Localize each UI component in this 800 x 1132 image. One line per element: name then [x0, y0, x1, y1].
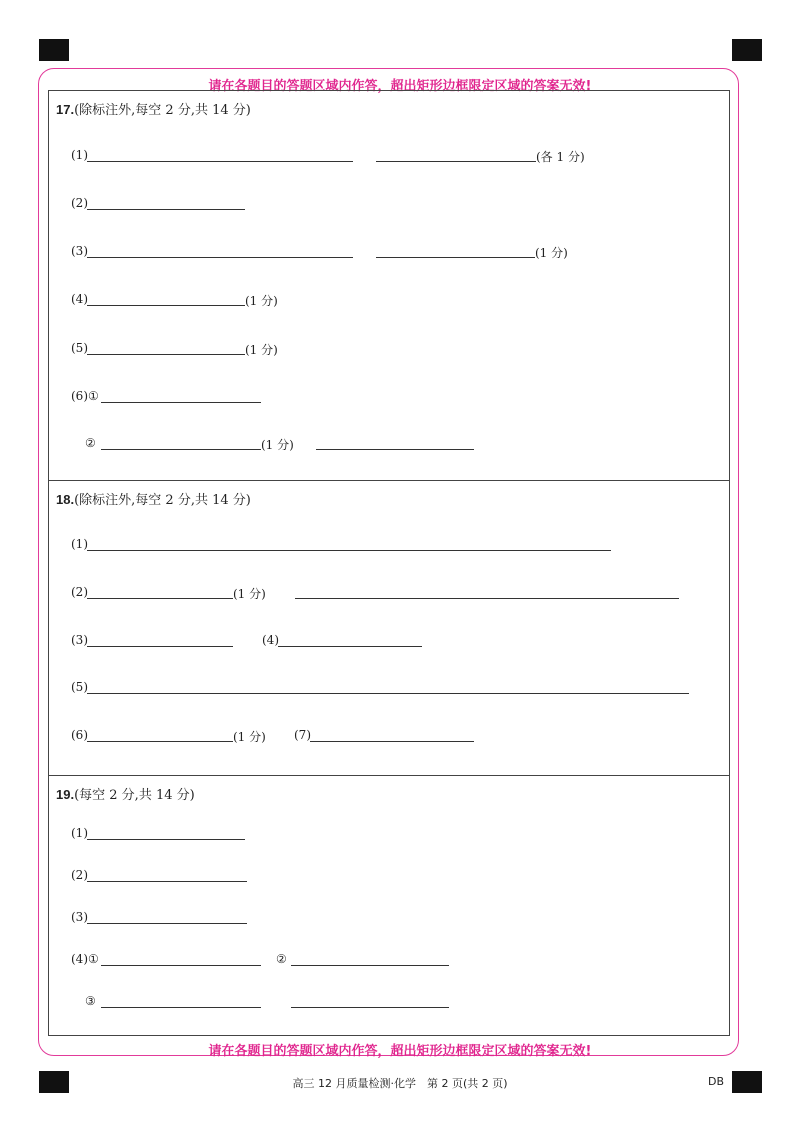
q19-label-4: (4)① [71, 952, 99, 966]
q17-label-3: (3) [71, 244, 88, 258]
paper-code: DB [708, 1075, 725, 1088]
q17-answer-line-6b[interactable] [101, 449, 261, 450]
q18-label-5: (5) [71, 680, 88, 694]
q17-label-4: (4) [71, 292, 88, 306]
q17-label-2: (2) [71, 196, 88, 210]
question-17-section [49, 91, 729, 480]
registration-mark-top-left [39, 39, 69, 61]
question-19-section [49, 775, 729, 1038]
q17-note-3: (1 分) [535, 246, 568, 260]
q17-answer-line-3b[interactable] [376, 257, 535, 258]
q17-note-each: (各 1 分) [536, 150, 585, 164]
q19-label-2: (2) [71, 868, 88, 882]
q18-answer-line-1[interactable] [87, 550, 611, 551]
q19-label-4b: ② [276, 952, 287, 966]
registration-mark-top-right [732, 39, 762, 61]
q19-answer-line-4a[interactable] [101, 965, 261, 966]
q18-answer-line-3[interactable] [87, 646, 233, 647]
q17-answer-line-6c[interactable] [316, 449, 474, 450]
q18-answer-line-2a[interactable] [87, 598, 233, 599]
q19-answer-line-4c[interactable] [101, 1007, 261, 1008]
question-17-title: 17.(除标注外,每空 2 分,共 14 分) [56, 102, 251, 118]
q18-label-2: (2) [71, 585, 88, 599]
q18-label-1: (1) [71, 537, 88, 551]
q18-label-6: (6) [71, 728, 88, 742]
q17-answer-line-1b[interactable] [376, 161, 536, 162]
q18-answer-line-5[interactable] [87, 693, 689, 694]
q18-note-2: (1 分) [233, 587, 266, 601]
q17-answer-line-1a[interactable] [87, 161, 353, 162]
q17-answer-line-3a[interactable] [87, 257, 353, 258]
q19-label-3: (3) [71, 910, 88, 924]
q18-label-3: (3) [71, 633, 88, 647]
question-19-title: 19.(每空 2 分,共 14 分) [56, 787, 195, 803]
q18-answer-line-4[interactable] [278, 646, 422, 647]
q19-answer-line-4d[interactable] [291, 1007, 449, 1008]
question-18-title: 18.(除标注外,每空 2 分,共 14 分) [56, 492, 251, 508]
q17-answer-line-2[interactable] [87, 209, 245, 210]
q19-label-1: (1) [71, 826, 88, 840]
q18-label-4: (4) [262, 633, 279, 647]
q19-label-4c: ③ [85, 994, 96, 1008]
q17-note-4: (1 分) [245, 294, 278, 308]
q18-answer-line-6[interactable] [87, 741, 233, 742]
q19-answer-line-3[interactable] [87, 923, 247, 924]
q17-label-5: (5) [71, 341, 88, 355]
warning-top: 请在各题目的答题区域内作答，超出矩形边框限定区域的答案无效! [208, 79, 592, 94]
q19-answer-line-2[interactable] [87, 881, 247, 882]
q18-label-7: (7) [294, 728, 311, 742]
q17-label-6b: ② [85, 436, 96, 450]
question-18-section [49, 480, 729, 776]
q17-note-5: (1 分) [245, 343, 278, 357]
q18-answer-line-2b[interactable] [295, 598, 679, 599]
q17-note-6: (1 分) [261, 438, 294, 452]
answer-box [48, 90, 730, 1036]
page-footer: 高三 12 月质量检测·化学 第 2 页(共 2 页) [292, 1077, 508, 1090]
warning-bottom: 请在各题目的答题区域内作答，超出矩形边框限定区域的答案无效! [208, 1044, 592, 1059]
q17-label-1: (1) [71, 148, 88, 162]
q19-answer-line-1[interactable] [87, 839, 245, 840]
q17-answer-line-6a[interactable] [101, 402, 261, 403]
q18-answer-line-7[interactable] [310, 741, 474, 742]
q17-answer-line-4[interactable] [87, 305, 245, 306]
q19-answer-line-4b[interactable] [291, 965, 449, 966]
q18-note-6: (1 分) [233, 730, 266, 744]
q17-answer-line-5[interactable] [87, 354, 245, 355]
q17-label-6: (6)① [71, 389, 99, 403]
